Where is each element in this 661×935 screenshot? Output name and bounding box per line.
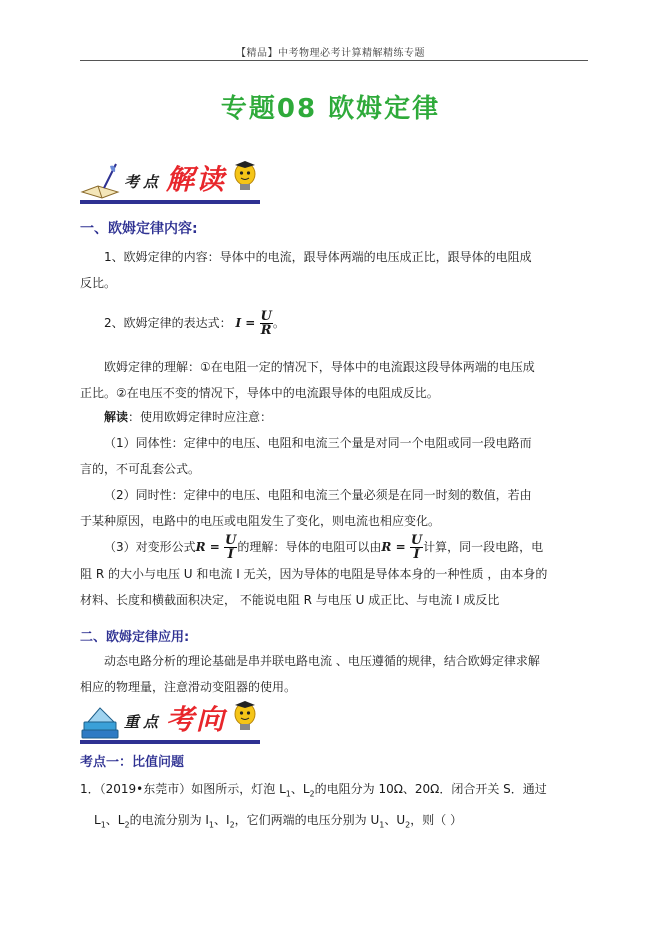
page-title: 专题08 欧姆定律 [220,94,441,124]
banner-underline [80,200,260,204]
section-heading-1: 一、欧姆定律内容: [80,221,198,237]
paragraph-point-1: （1）同体性：定律中的电压、电阻和电流三个量是对同一个电阻或同一段电路而 言的，不可乱套公式。 [80,436,532,476]
formula-current-var: I [235,316,242,330]
section-heading-2: 二、欧姆定律应用: [80,630,190,645]
page-header: 【精品】中考物理必考计算精解精练专题 [236,48,425,59]
paragraph-understanding: 欧姆定律的理解：①在电阻一定的情况下，导体中的电流跟这段导体两端的电压成 正比。②在电压不变的情况下，导体中的电流跟导体的电阻成反比。 [80,360,535,400]
paragraph-point-3: （3）对变形公式R = $\frac{U}{I}$ 的理解：导体的电阻可以由R = $\frac{U}{I}$ 计算，同一段电路，电 阻 R 的大小与电压 U 和电流 I 无关，因为导体的电阻是导体本身的一种性质 ，由本身的 材料、长度和横截面积决定， 不能说电阻 R 与电压 U 成正比、与电流 I 成反比 [80,533,548,607]
formula-fraction: $\frac{U}{I}$ [225,533,237,562]
lightbulb-mascot-icon [232,700,258,734]
header-divider [80,60,588,61]
paragraph-definition: 1、欧姆定律的内容：导体中的电流，跟导体两端的电压成正比，跟导体的电阻成 反比。 [80,250,532,290]
question-1: 1．（2019•东莞市）如图所示，灯泡 $L_1$、$L_2$的电阻分为 10Ω、20Ω．闭合开关 S．通过 $L_1$、$L_2$的电流分别为 $I_1$、$I_2$，它们两端的电压分别为 $U_1$、$U_2$，则（ ） [80,782,547,830]
banner-underline [80,740,260,744]
banner-small-text: 重点 [124,713,163,731]
formula-fraction: $\frac{U}{R}$ [260,309,272,338]
paragraph-formula: 2、欧姆定律的表达式： I = $\frac{U}{R}$ 。 [104,309,285,338]
section-banner-zhongdian-kaoxiang [80,700,260,744]
exam-point-heading: 考点一：比值问题 [80,755,185,770]
books-stack-icon [80,702,122,740]
paragraph-application: 动态电路分析的理论基础是串并联电路电流 、电压遵循的规律，结合欧姆定律求解 相应的物理量，注意滑动变阻器的使用。 [80,654,540,694]
book-quill-icon [80,162,120,200]
banner-big-text: 解读 [166,163,227,196]
paragraph-interpretation: 解读：使用欧姆定律时应注意： [104,410,273,424]
lightbulb-mascot-icon [232,160,258,194]
paragraph-point-2: （2）同时性：定律中的电压、电阻和电流三个量必须是在同一时刻的数值，若由 于某种原因，电路中的电压或电阻发生了变化，则电流也相应变化。 [80,488,532,528]
section-banner-kaodian-jiedu [80,160,260,204]
banner-big-text: 考向 [166,703,227,736]
banner-small-text: 考点 [124,173,163,191]
formula-fraction: $\frac{U}{I}$ [410,533,423,562]
